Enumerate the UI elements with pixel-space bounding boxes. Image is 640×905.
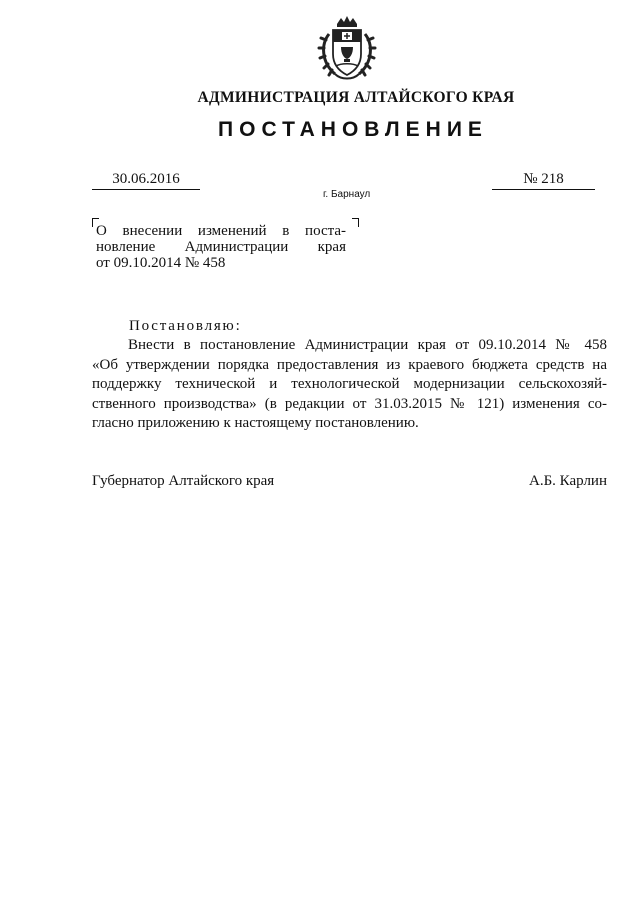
body-line: «Об утверждении порядка предоставления из краевого бюджета средств на [92, 356, 607, 373]
body-line: гласно приложению к настоящему постановлению. [92, 415, 419, 431]
organization-title: АДМИНИСТРАЦИЯ АЛТАЙСКОГО КРАЯ [197, 89, 515, 106]
subject-corner-right [352, 218, 359, 227]
resolution-body [92, 336, 607, 434]
document-date: 30.06.2016 [92, 170, 200, 190]
signer-name: А.Б. Карлин [528, 473, 607, 489]
body-line: поддержку технической и технологической модернизации сельскохозяй- [92, 376, 607, 392]
subject-line: О внесении изменений в поста- [96, 223, 346, 239]
issue-city: г. Барнаул [323, 189, 371, 200]
subject-line: новление Администрации края [96, 239, 346, 255]
body-line: Внести в постановление Администрации края от 09.10.2014 № 458 [128, 337, 607, 353]
subject-block [96, 223, 346, 271]
subject-line: от 09.10.2014 № 458 [96, 255, 226, 271]
resolve-word: Постановляю: [129, 318, 242, 334]
document-number: № 218 [492, 170, 595, 190]
body-line: ственного производства» (в редакции от 31.03.2015 № 121) изменения со- [92, 395, 607, 412]
signer-title: Губернатор Алтайского края [92, 473, 275, 489]
document-type-heading: ПОСТАНОВЛЕНИЕ [218, 118, 488, 141]
altai-krai-coat-of-arms-icon [315, 14, 379, 82]
